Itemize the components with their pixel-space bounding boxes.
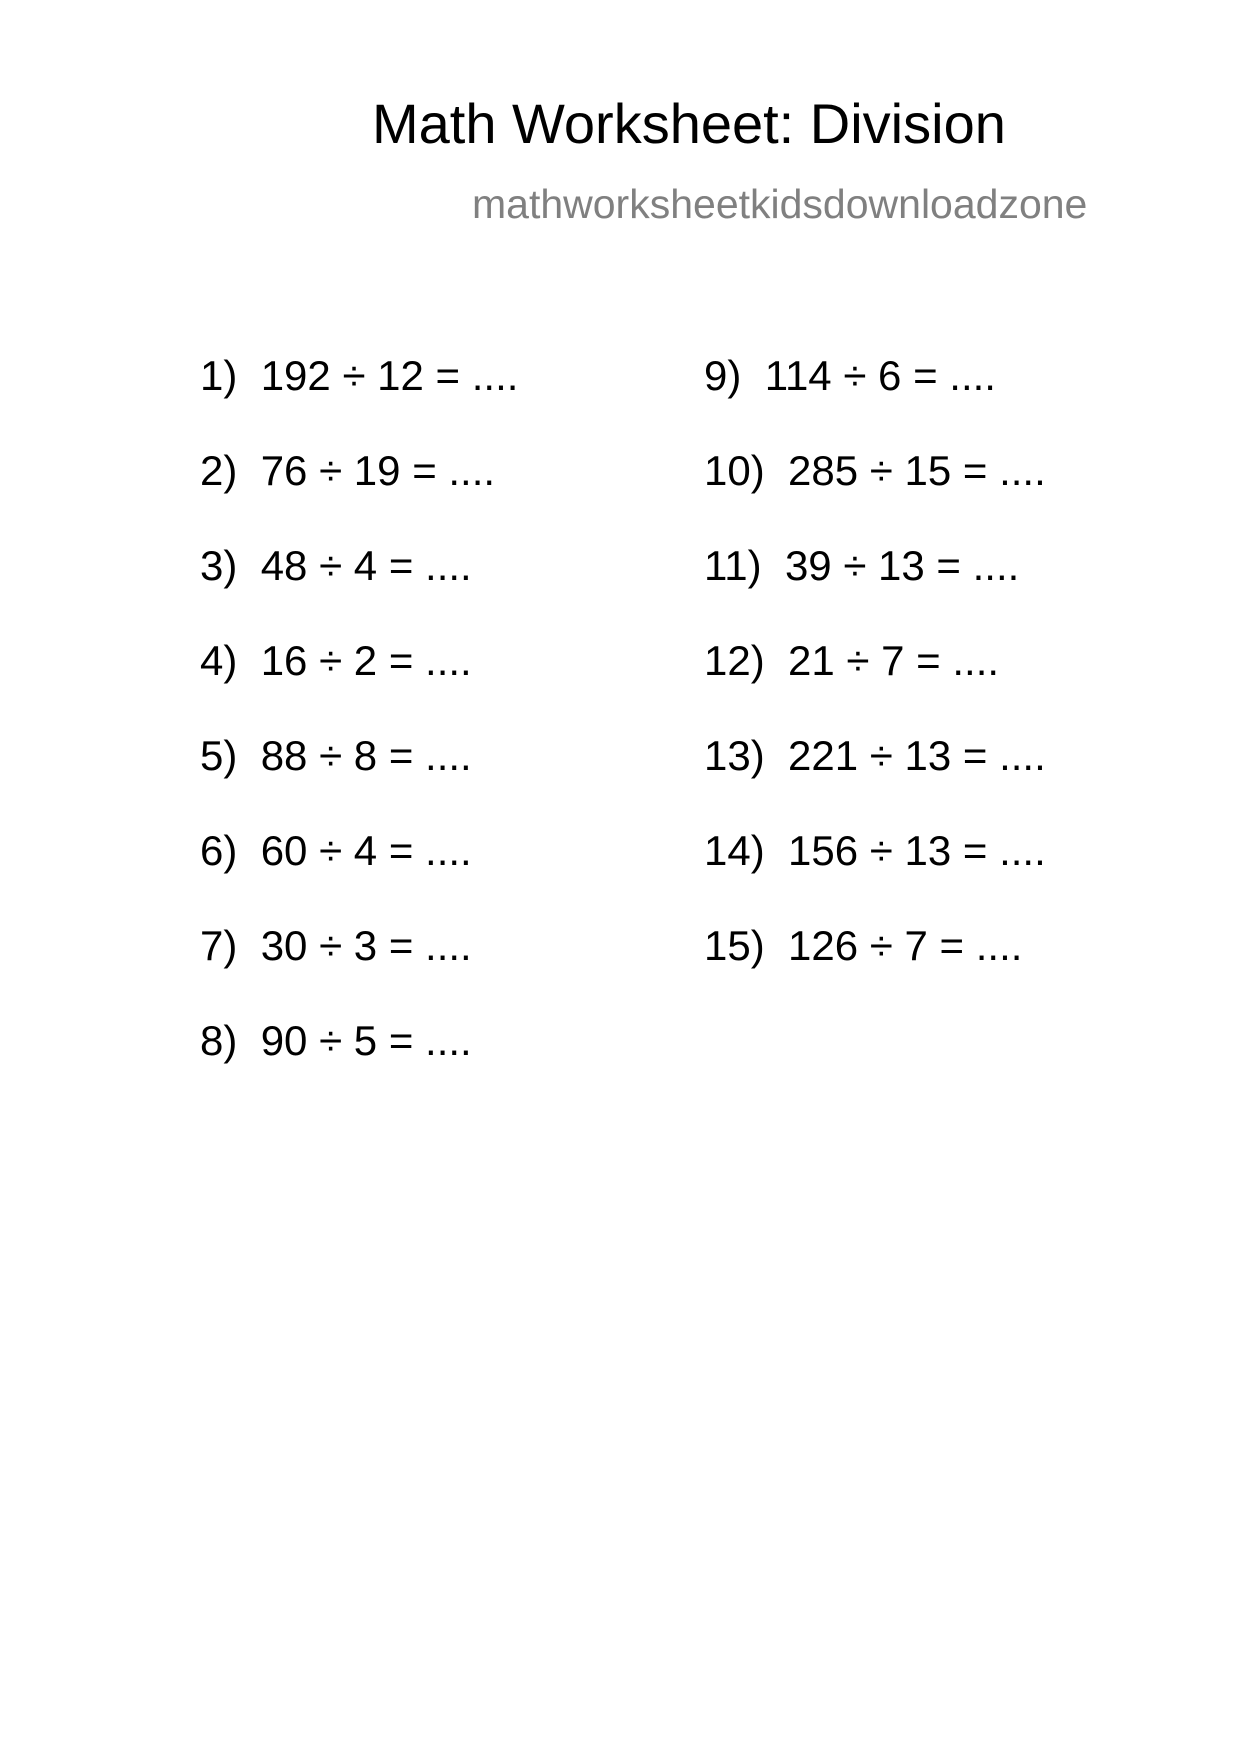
problem-number: 4) [200, 637, 238, 684]
problem-expression: 48 ÷ 4 = .... [260, 542, 472, 589]
problem-number: 8) [200, 1017, 238, 1064]
problem-expression: 90 ÷ 5 = .... [260, 1017, 472, 1064]
problem-expression: 114 ÷ 6 = .... [764, 352, 996, 399]
problem-number: 12) [704, 637, 765, 684]
problem-expression: 39 ÷ 13 = .... [784, 542, 1020, 589]
problem-number: 9) [704, 352, 742, 399]
problem-item [200, 732, 518, 830]
problem-item [704, 922, 1046, 1020]
problem-expression: 76 ÷ 19 = .... [260, 447, 496, 494]
problem-column-left [200, 352, 519, 1115]
page-subtitle: mathworksheetkidsdownloadzone [472, 181, 1088, 227]
problem-number: 14) [704, 827, 765, 874]
problem-number: 11) [704, 542, 762, 589]
problem-number: 6) [200, 827, 238, 874]
problem-expression: 156 ÷ 13 = .... [788, 827, 1046, 874]
problem-item [200, 1017, 518, 1115]
problem-item [704, 637, 1046, 735]
problem-number: 2) [200, 447, 238, 494]
page-title: Math Worksheet: Division [372, 92, 1006, 155]
problem-expression: 60 ÷ 4 = .... [260, 827, 472, 874]
problem-item [704, 732, 1046, 830]
problem-expression: 221 ÷ 13 = .... [788, 732, 1046, 779]
problem-number: 3) [200, 542, 238, 589]
problem-item [200, 827, 518, 925]
problem-expression: 21 ÷ 7 = .... [788, 637, 1000, 684]
problem-expression: 16 ÷ 2 = .... [260, 637, 472, 684]
problem-number: 1) [200, 352, 238, 399]
problem-item [200, 637, 518, 735]
problem-item [200, 352, 519, 450]
problem-expression: 285 ÷ 15 = .... [788, 447, 1046, 494]
problem-item [704, 352, 1046, 450]
problem-expression: 30 ÷ 3 = .... [260, 922, 472, 969]
problem-item [704, 827, 1046, 925]
problem-expression: 126 ÷ 7 = .... [788, 922, 1023, 969]
problem-item [704, 542, 1046, 640]
problem-number: 10) [704, 447, 765, 494]
problem-column-right [704, 352, 1046, 1020]
problem-number: 13) [704, 732, 765, 779]
problem-item [704, 447, 1046, 545]
problem-number: 5) [200, 732, 238, 779]
problem-item [200, 922, 518, 1020]
problem-number: 7) [200, 922, 238, 969]
problem-expression: 88 ÷ 8 = .... [260, 732, 472, 779]
problem-number: 15) [704, 922, 765, 969]
problem-item [200, 542, 518, 640]
problem-item [200, 447, 518, 545]
problem-expression: 192 ÷ 12 = .... [260, 352, 519, 399]
